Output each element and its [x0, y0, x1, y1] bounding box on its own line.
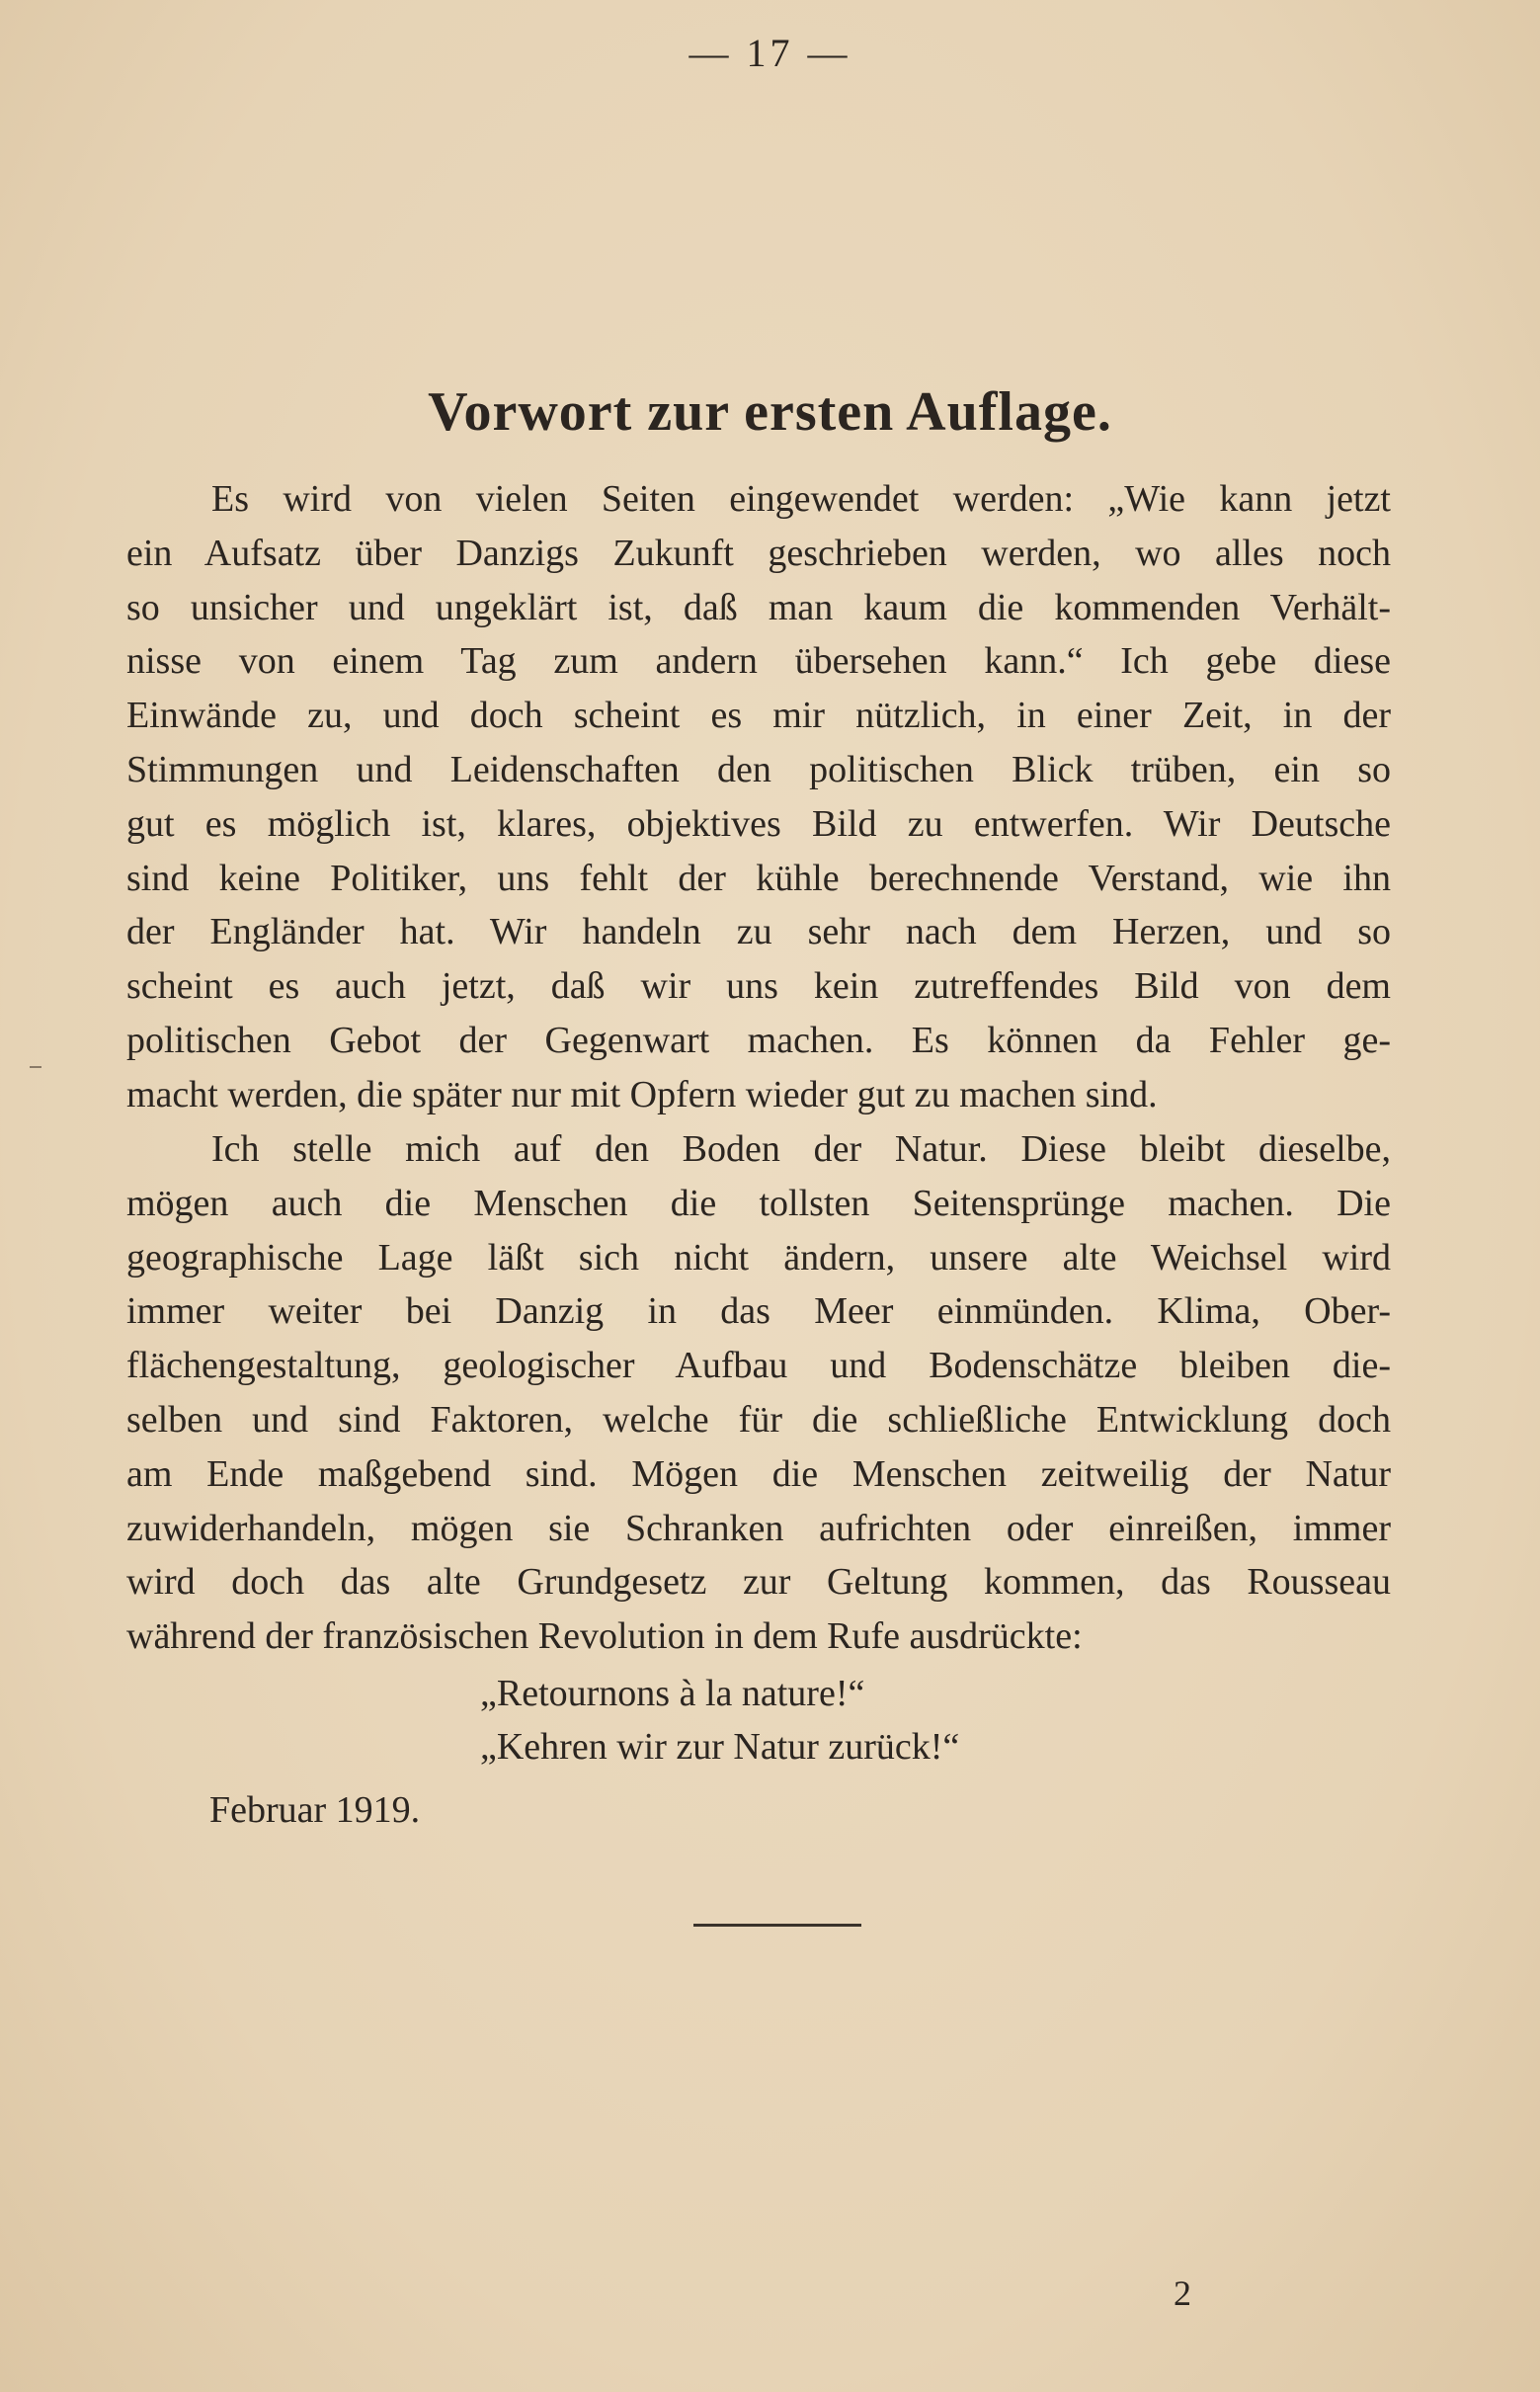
- text-line: am Ende maßgebend sind. Mögen die Menschen zeitweilig der Natur: [126, 1452, 1391, 1495]
- text-line: Ich stelle mich auf den Boden der Natur. Diese bleibt dieselbe,: [211, 1128, 1391, 1170]
- text-line: selben und sind Faktoren, welche für die schließliche Entwicklung doch: [126, 1398, 1391, 1441]
- text-line: Einwände zu, und doch scheint es mir nützlich, in einer Zeit, in der: [126, 695, 1391, 737]
- text-line: Stimmungen und Leidenschaften den politischen Blick trüben, ein so: [126, 748, 1391, 790]
- text-line: scheint es auch jetzt, daß wir uns kein zutreffendes Bild von dem: [126, 965, 1391, 1008]
- quote-german: „Kehren wir zur Natur zurück!“: [480, 1726, 960, 1768]
- text-line: so unsicher und ungeklärt ist, daß man kaum die kommenden Verhält-: [126, 586, 1391, 628]
- text-line: während der französischen Revolution in dem Rufe ausdrückte:: [126, 1615, 1083, 1658]
- paragraph-2: [126, 1122, 1391, 1664]
- text-line: ein Aufsatz über Danzigs Zukunft geschrieben werden, wo alles noch: [126, 532, 1391, 574]
- text-line: macht werden, die später nur mit Opfern wieder gut zu machen sind.: [126, 1073, 1158, 1115]
- text-line: sind keine Politiker, uns fehlt der kühle berechnende Verstand, wie ihn: [126, 857, 1391, 899]
- paragraph-1: [126, 472, 1391, 1122]
- text-line: nisse von einem Tag zum andern übersehen kann.“ Ich gebe diese: [126, 640, 1391, 683]
- text-line: geographische Lage läßt sich nicht ändern, unsere alte Weichsel wird: [126, 1236, 1391, 1278]
- text-line: Es wird von vielen Seiten eingewendet werden: „Wie kann jetzt: [211, 478, 1391, 520]
- text-line: flächengestaltung, geologischer Aufbau und Bodenschätze bleiben die-: [126, 1345, 1391, 1387]
- text-line: der Engländer hat. Wir handeln zu sehr nach dem Herzen, und so: [126, 911, 1391, 953]
- quote-french: „Retournons à la nature!“: [480, 1673, 865, 1714]
- divider-rule: [693, 1924, 861, 1927]
- text-line: wird doch das alte Grundgesetz zur Geltung kommen, das Rousseau: [126, 1561, 1391, 1604]
- text-line: immer weiter bei Danzig in das Meer einmünden. Klima, Ober-: [126, 1290, 1391, 1333]
- text-line: mögen auch die Menschen die tollsten Seitensprünge machen. Die: [126, 1182, 1391, 1224]
- margin-mark: [30, 1066, 41, 1068]
- page-title: Vorwort zur ersten Auflage.: [428, 381, 1112, 443]
- date-line: Februar 1919.: [209, 1789, 421, 1831]
- text-line: gut es möglich ist, klares, objektives Bild zu entwerfen. Wir Deutsche: [126, 802, 1391, 845]
- signature-number: 2: [1174, 2273, 1191, 2313]
- text-line: politischen Gebot der Gegenwart machen. Es können da Fehler ge-: [126, 1019, 1391, 1061]
- page-header-number: — 17 —: [689, 31, 851, 75]
- text-line: zuwiderhandeln, mögen sie Schranken aufrichten oder einreißen, immer: [126, 1507, 1391, 1549]
